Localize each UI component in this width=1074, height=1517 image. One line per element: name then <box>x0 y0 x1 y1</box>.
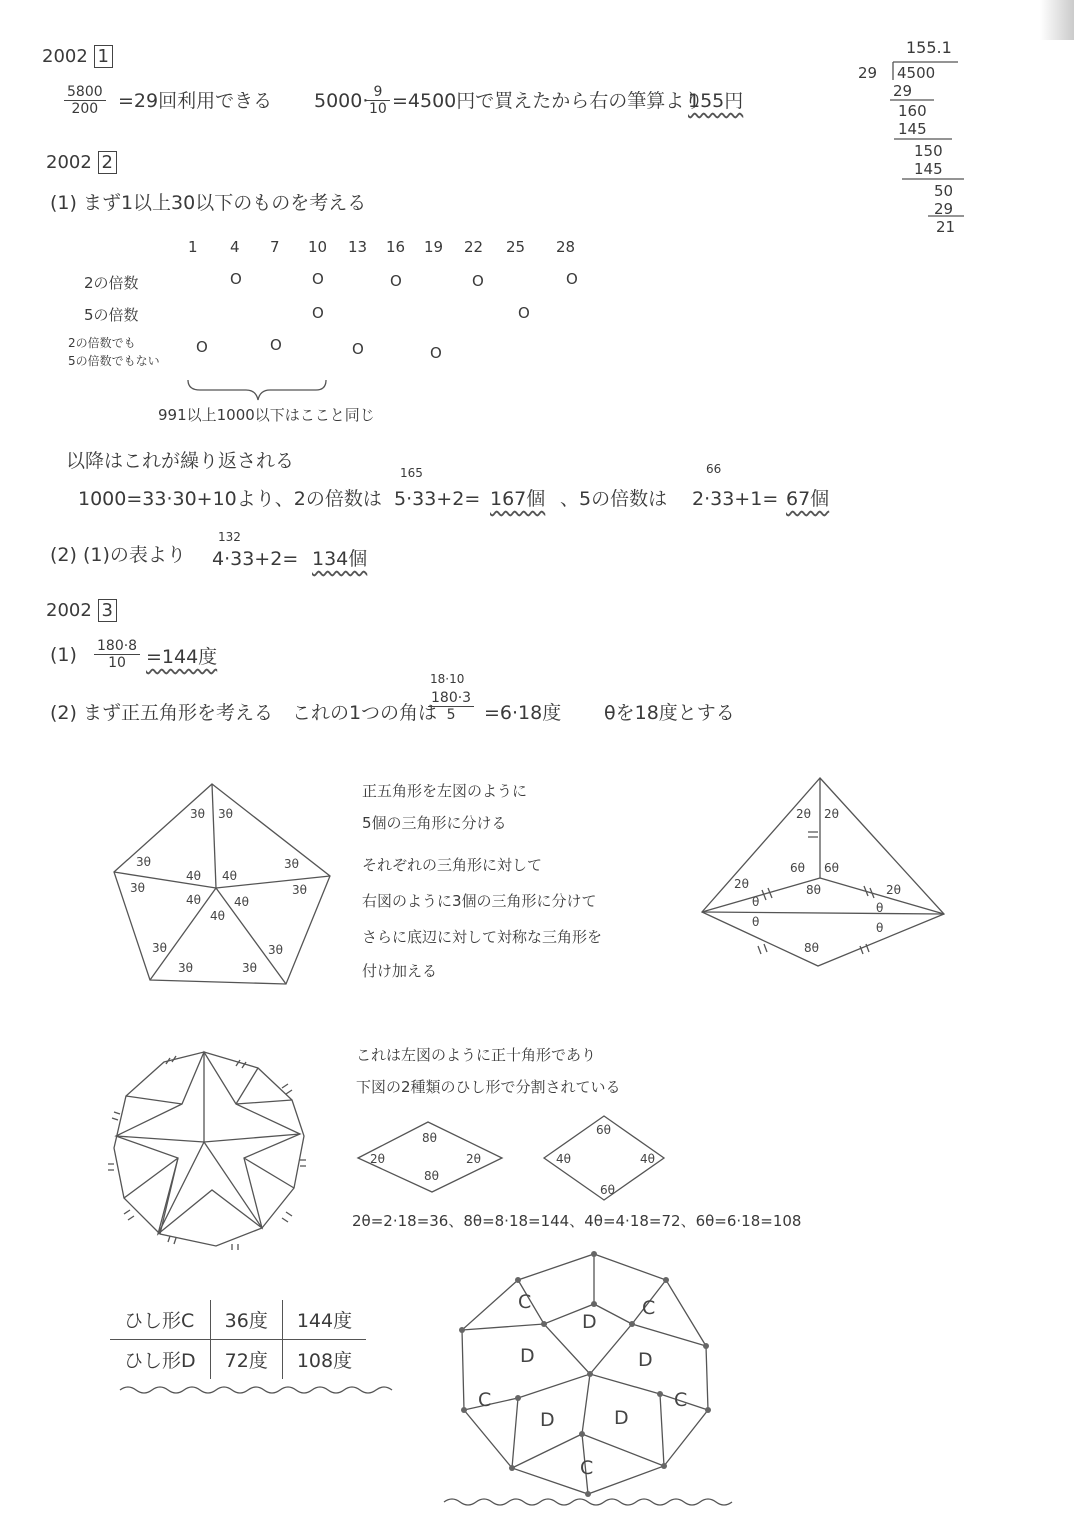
problem3-theta-definition: θを18度とする <box>604 702 735 724</box>
number-1: 1 <box>188 238 198 256</box>
curly-brace <box>188 380 326 400</box>
heading-number: 1 <box>94 45 113 68</box>
division-divisor: 29 <box>858 64 878 82</box>
pentagon-angle-label: 3θ <box>242 961 257 975</box>
kite-outline <box>702 778 944 966</box>
pentagon-angle-label: 3θ <box>178 961 193 975</box>
row-label-neither-2: 5の倍数でもない <box>68 354 160 368</box>
problem3-part2-text: (2) まず正五角形を考える これの1つの角は <box>50 702 438 724</box>
star-line <box>204 1142 262 1228</box>
heading-year: 2002 <box>42 46 88 67</box>
table-answer-underline <box>120 1387 392 1393</box>
answer-134: 134個 <box>312 548 368 570</box>
note1-line-5: さらに底辺に対して対称な三角形を <box>362 928 603 946</box>
rhombus-angle-label: 8θ <box>422 1131 437 1145</box>
table-cell: 108度 <box>282 1340 366 1380</box>
table-cell: 72度 <box>210 1340 282 1380</box>
pentagon-figure <box>114 784 330 984</box>
kite-angle-label: 2θ <box>796 807 811 821</box>
heading-year: 2002 <box>46 600 92 621</box>
heading-number: 3 <box>98 599 117 622</box>
number-25: 25 <box>506 238 526 256</box>
fraction-180-3-over-5: $\frac{180\cdot 3}{5}$ <box>428 690 474 723</box>
pentagon-center-label: 4θ <box>186 869 201 883</box>
division-step-3: 145 <box>898 120 927 138</box>
note1-line-2: 5個の三角形に分ける <box>362 814 507 832</box>
division-bracket <box>893 62 958 80</box>
mark-circle: O <box>312 270 324 288</box>
kite-base <box>702 912 944 914</box>
equal-tick <box>808 832 818 837</box>
note1-line-4: 右図のように3個の三角形に分けて <box>362 892 597 910</box>
rhombus-angle-label: 6θ <box>600 1183 615 1197</box>
rhombus-edges <box>124 1068 294 1234</box>
problem2-intro: (1) まず1以上30以下のものを考える <box>50 192 367 214</box>
problem3-part1-answer: =144度 <box>146 646 218 668</box>
pentagon-angle-label: 3θ <box>136 855 151 869</box>
rhombus-angle-label: 8θ <box>424 1169 439 1183</box>
pentagon-angle-label: 3θ <box>268 943 283 957</box>
division-step-5: 145 <box>914 160 943 178</box>
mark-circle: O <box>230 270 242 288</box>
superscript-132: 132 <box>218 530 241 544</box>
mark-circle: O <box>196 338 208 356</box>
figure-answer-underline <box>444 1499 732 1505</box>
note2-line-2: 下図の2種類のひし形で分割されている <box>356 1078 621 1096</box>
pentagon-angle-label: 3θ <box>284 857 299 871</box>
tile-label-c: C <box>674 1389 688 1411</box>
number-28: 28 <box>556 238 576 256</box>
row-label-multiple-5: 5の倍数 <box>84 306 139 324</box>
table-cell: 36度 <box>210 1300 282 1340</box>
mark-circle: O <box>472 272 484 290</box>
pentagon-center-label: 4θ <box>210 909 225 923</box>
answer-67: 67個 <box>786 488 830 510</box>
brace-note: 991以上1000以下はここと同じ <box>158 406 375 424</box>
tile-label-d: D <box>614 1407 629 1429</box>
problem3-part2-result: =6·18度 <box>484 702 562 724</box>
tile-label-d: D <box>520 1345 535 1367</box>
count-expr-c: 4·33+2= <box>212 548 299 570</box>
angle-equations: 2θ=2·18=36、8θ=8·18=144、4θ=4·18=72、6θ=6·18=108 <box>352 1212 802 1230</box>
division-step-2: 160 <box>898 102 927 120</box>
answer-167: 167個 <box>490 488 546 510</box>
mark-circle: O <box>312 304 324 322</box>
mark-circle: O <box>518 304 530 322</box>
note1-line-1: 正五角形を左図のように <box>362 782 528 800</box>
decagon-tiling <box>459 1251 711 1497</box>
kite-figure <box>702 778 944 966</box>
table-cell: ひし形C <box>110 1300 210 1340</box>
row-label-neither-1: 2の倍数でも <box>68 336 136 350</box>
pentagon-angle-label: 3θ <box>152 941 167 955</box>
tile-label-c: C <box>478 1389 492 1411</box>
tile-label-d: D <box>540 1409 555 1431</box>
pentagon-spoke <box>212 784 216 888</box>
superscript-66: 66 <box>706 462 722 476</box>
kite-angle-label: θ <box>752 915 760 929</box>
number-13: 13 <box>348 238 368 256</box>
fraction-9-10: $\frac{9}{10}$ <box>366 84 390 117</box>
mark-circle: O <box>270 336 282 354</box>
problem3-part1-label: (1) <box>50 644 77 666</box>
note1-line-3: それぞれの三角形に対して <box>362 856 543 874</box>
mark-circle: O <box>390 272 402 290</box>
division-step-6: 50 <box>934 182 954 200</box>
kite-angle-label: 2θ <box>734 877 749 891</box>
number-10: 10 <box>308 238 328 256</box>
count-expr-a: 5·33+2= <box>394 488 481 510</box>
rhombus-types <box>358 1116 664 1200</box>
problem1-text-a: =29回利用できる <box>118 90 273 112</box>
pentagon-center-label: 4θ <box>234 895 249 909</box>
tile-label-d: D <box>582 1311 597 1333</box>
heading-year: 2002 <box>46 152 92 173</box>
rhombus-angle-label: 2θ <box>370 1152 385 1166</box>
kite-angle-label: 6θ <box>790 861 805 875</box>
count-expr-b: 2·33+1= <box>692 488 779 510</box>
kite-angle-label: 2θ <box>824 807 839 821</box>
rhombus-angle-label: 4θ <box>640 1152 655 1166</box>
table-cell: 144度 <box>282 1300 366 1340</box>
pentagon-center-label: 4θ <box>222 869 237 883</box>
heading-number: 2 <box>98 151 117 174</box>
kite-inner-line <box>702 878 820 912</box>
decagon-construction <box>108 1052 306 1250</box>
division-step-8: 21 <box>936 218 956 236</box>
rhombus-angle-label: 4θ <box>556 1152 571 1166</box>
count-line-a: 1000=33·30+10より、2の倍数は <box>78 488 382 510</box>
count-mid: 、5の倍数は <box>560 488 668 510</box>
repeat-note: 以降はこれが繰り返される <box>66 450 295 472</box>
kite-angle-label: θ <box>876 921 884 935</box>
number-4: 4 <box>230 238 240 256</box>
kite-angle-label: θ <box>752 895 760 909</box>
pentagon-angle-label: 3θ <box>190 807 205 821</box>
pentagon-angle-label: 3θ <box>292 883 307 897</box>
division-step-7: 29 <box>934 200 954 218</box>
tile-label-c: C <box>518 1291 532 1313</box>
pentagon-angle-label: 3θ <box>130 881 145 895</box>
division-dividend: 4500 <box>897 64 936 82</box>
note2-line-1: これは左図のように正十角形であり <box>356 1046 597 1064</box>
star-line <box>158 1142 204 1234</box>
problem1-answer: 155円 <box>688 90 744 112</box>
rhombus-angle-label: 2θ <box>466 1152 481 1166</box>
tile-label-c: C <box>642 1297 656 1319</box>
kite-angle-label: 8θ <box>806 883 821 897</box>
number-16: 16 <box>386 238 406 256</box>
pentagon-center-label: 4θ <box>186 893 201 907</box>
mark-circle: O <box>430 344 442 362</box>
fraction-5800-200: $\frac{5800}{200}$ <box>64 84 106 117</box>
number-22: 22 <box>464 238 484 256</box>
division-quotient: 155.1 <box>906 38 952 57</box>
kite-angle-label: 2θ <box>886 883 901 897</box>
division-step-4: 150 <box>914 142 943 160</box>
problem1-expr-b: 5000· <box>314 90 369 112</box>
mark-circle: O <box>566 270 578 288</box>
row-label-multiple-2: 2の倍数 <box>84 274 139 292</box>
kite-angle-label: θ <box>876 901 884 915</box>
number-19: 19 <box>424 238 444 256</box>
superscript-18-10: 18·10 <box>430 672 465 686</box>
fraction-180-8-over-10: $\frac{180\cdot 8}{10}$ <box>94 638 140 671</box>
problem1-text-b: =4500円で買えたから右の筆算より <box>392 90 704 112</box>
tile-label-d: D <box>638 1349 653 1371</box>
rhombus-angle-label: 6θ <box>596 1123 611 1137</box>
division-step-1: 29 <box>893 82 913 100</box>
part2-label: (2) (1)の表より <box>50 544 186 566</box>
superscript-165: 165 <box>400 466 423 480</box>
kite-angle-label: 8θ <box>804 941 819 955</box>
tile-label-c: C <box>580 1457 594 1479</box>
kite-angle-label: 6θ <box>824 861 839 875</box>
mark-circle: O <box>352 340 364 358</box>
table-cell: ひし形D <box>124 1350 196 1372</box>
number-7: 7 <box>270 238 280 256</box>
pentagon-angle-label: 3θ <box>218 807 233 821</box>
note1-line-6: 付け加える <box>362 962 438 980</box>
star-outline <box>116 1052 300 1234</box>
